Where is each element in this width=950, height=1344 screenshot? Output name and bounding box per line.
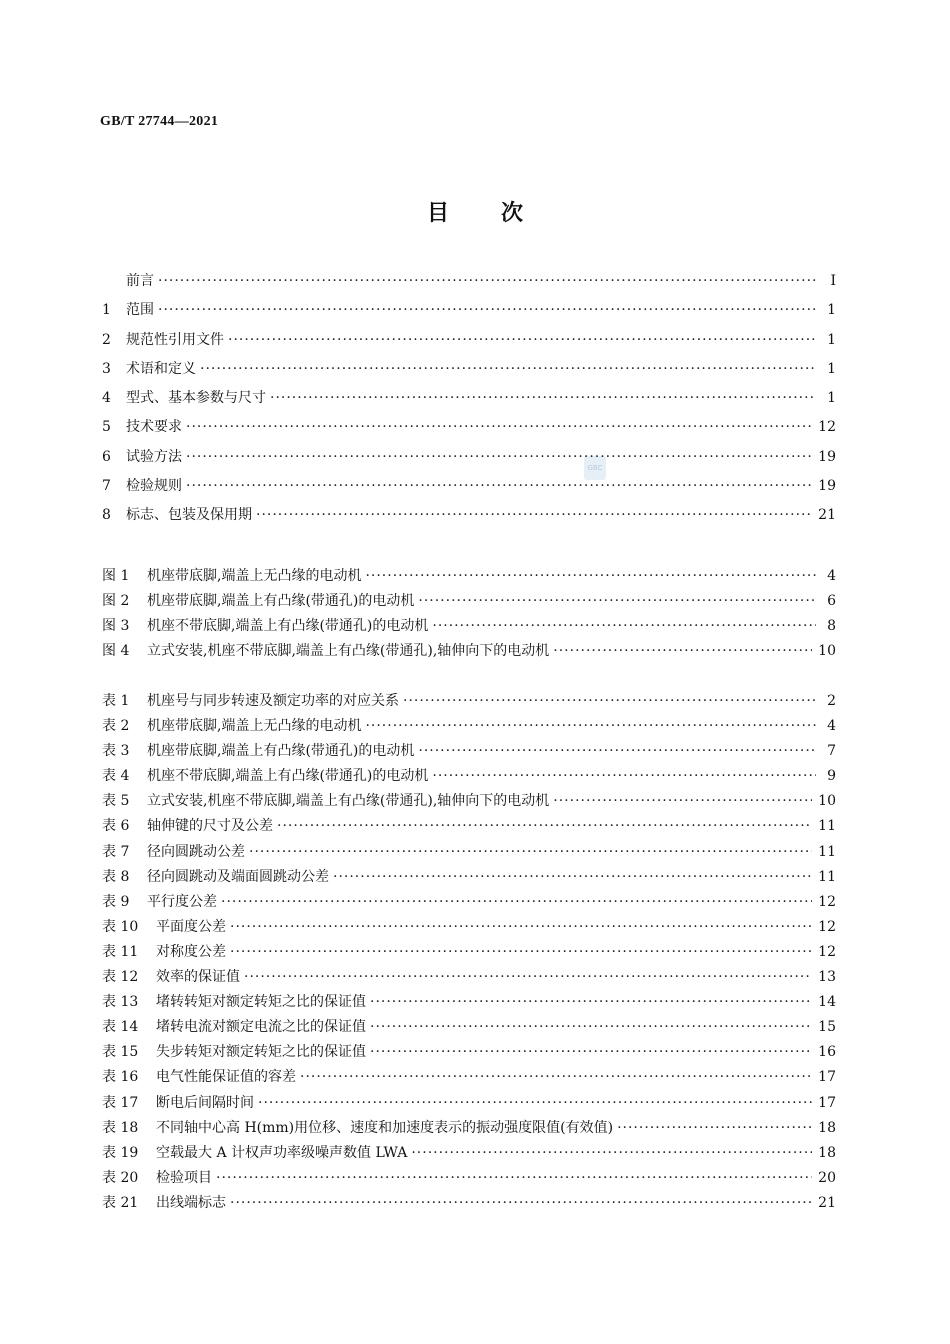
dot-leader [186, 449, 812, 465]
toc-tables [102, 690, 836, 1217]
entry-title: 机座带底脚,端盖上有凸缘(带通孔)的电动机 [147, 593, 415, 610]
dot-leader [370, 1019, 812, 1035]
entry-title: 检验项目 [156, 1169, 212, 1186]
dot-leader [277, 818, 812, 834]
entry-page-number: 18 [818, 1144, 836, 1161]
entry-page-number: 7 [827, 743, 836, 760]
entry-page-number: 15 [818, 1019, 836, 1036]
toc-figure-entry[interactable] [102, 565, 836, 590]
toc-table-entry[interactable] [102, 1041, 836, 1066]
toc-table-entry[interactable] [102, 1167, 836, 1192]
dot-leader [432, 618, 816, 634]
toc-table-entry[interactable] [102, 790, 836, 815]
entry-number: 表 8 [102, 868, 130, 885]
dot-leader [158, 302, 816, 318]
entry-title: 机座带底脚,端盖上无凸缘的电动机 [147, 568, 362, 584]
entry-title: 出线端标志 [156, 1194, 226, 1211]
dot-leader [617, 1120, 812, 1136]
entry-number: 图 4 [102, 643, 130, 660]
entry-page-number: 1 [827, 360, 836, 377]
toc-section-entry[interactable] [102, 387, 836, 416]
entry-number: 表 12 [102, 969, 139, 986]
entry-number: 表 20 [102, 1169, 139, 1186]
entry-title: 机座带底脚,端盖上无凸缘的电动机 [147, 718, 362, 735]
dot-leader [230, 1195, 812, 1211]
dot-leader [221, 894, 812, 910]
dot-leader [365, 718, 816, 734]
toc-table-entry[interactable] [102, 916, 836, 941]
toc-section-entry[interactable] [102, 446, 836, 475]
dot-leader [370, 1044, 812, 1060]
toc-table-entry[interactable] [102, 1066, 836, 1091]
toc-table-entry[interactable] [102, 1117, 836, 1142]
entry-page-number: 17 [818, 1069, 836, 1086]
dot-leader [432, 768, 816, 784]
entry-number: 表 13 [102, 994, 139, 1011]
dot-leader [270, 390, 816, 406]
dot-leader [333, 869, 812, 885]
entry-number: 表 19 [102, 1144, 139, 1161]
entry-number: 4 [102, 390, 111, 407]
entry-page-number: 21 [818, 1194, 836, 1211]
entry-page-number: 1 [827, 302, 836, 319]
entry-title: 机座不带底脚,端盖上有凸缘(带通孔)的电动机 [147, 618, 429, 635]
entry-page-number: 16 [818, 1044, 836, 1061]
entry-page-number: 10 [818, 793, 836, 810]
toc-table-entry[interactable] [102, 941, 836, 966]
entry-title: 失步转矩对额定转矩之比的保证值 [156, 1044, 366, 1061]
entry-number: 表 15 [102, 1044, 139, 1061]
entry-number: 8 [102, 507, 111, 524]
entry-title: 术语和定义 [126, 360, 196, 377]
dot-leader [553, 643, 812, 659]
dot-leader [186, 419, 812, 435]
toc-table-entry[interactable] [102, 690, 836, 715]
entry-number: 表 10 [102, 918, 139, 935]
dot-leader [244, 969, 812, 985]
entry-page-number: 12 [818, 893, 836, 910]
entry-number: 图 3 [102, 618, 130, 635]
entry-page-number: 10 [818, 643, 836, 660]
toc-table-entry[interactable] [102, 866, 836, 891]
entry-title: 轴伸键的尺寸及公差 [147, 818, 273, 835]
toc-table-entry[interactable] [102, 966, 836, 991]
entry-title: 不同轴中心高 H(mm)用位移、速度和加速度表示的振动强度限值(有效值) [156, 1119, 614, 1136]
entry-page-number: 4 [827, 718, 836, 735]
entry-page-number: 6 [827, 593, 836, 610]
entry-page-number: 17 [818, 1094, 836, 1111]
toc-section-entry[interactable] [102, 358, 836, 387]
watermark-logo: GBC [584, 456, 606, 480]
entry-page-number: 21 [818, 507, 836, 524]
dot-leader [403, 693, 816, 709]
entry-number: 表 11 [102, 943, 139, 960]
entry-title: 空载最大 A 计权声功率级噪声数值 LWA [156, 1144, 408, 1161]
entry-number: 表 4 [102, 768, 130, 785]
toc-section-entry[interactable] [102, 299, 836, 328]
dot-leader [365, 568, 816, 584]
entry-number: 7 [102, 478, 111, 495]
toc-table-entry[interactable] [102, 715, 836, 740]
toc-section-entry[interactable] [102, 504, 836, 533]
entry-page-number: 9 [827, 768, 836, 785]
toc-table-entry[interactable] [102, 841, 836, 866]
page-title: 目次 [426, 200, 575, 226]
entry-page-number: 19 [818, 448, 836, 465]
entry-page-number: 12 [818, 918, 836, 935]
dot-leader [249, 844, 812, 860]
entry-title: 型式、基本参数与尺寸 [126, 390, 266, 407]
toc-table-entry[interactable] [102, 815, 836, 840]
entry-title: 标志、包装及保用期 [126, 507, 252, 524]
entry-title: 立式安装,机座不带底脚,端盖上有凸缘(带通孔),轴伸向下的电动机 [147, 793, 550, 810]
toc-section-entry[interactable] [102, 270, 836, 299]
dot-leader [186, 478, 812, 494]
entry-page-number: 12 [818, 943, 836, 960]
toc-table-entry[interactable] [102, 765, 836, 790]
entry-page-number: 1 [827, 390, 836, 407]
entry-page-number: 4 [827, 568, 836, 584]
entry-title: 堵转电流对额定电流之比的保证值 [156, 1019, 366, 1036]
entry-title: 平行度公差 [147, 893, 217, 910]
standard-code: GB/T 27744—2021 [100, 114, 219, 129]
entry-number: 表 9 [102, 893, 130, 910]
entry-title: 径向圆跳动及端面圆跳动公差 [147, 868, 329, 885]
toc-section-entry[interactable] [102, 475, 836, 504]
entry-title: 技术要求 [126, 419, 182, 436]
dot-leader [258, 1095, 812, 1111]
entry-page-number: 2 [827, 693, 836, 709]
entry-number: 图 1 [102, 568, 130, 584]
toc-figure-entry[interactable] [102, 590, 836, 615]
entry-title: 径向圆跳动公差 [147, 843, 245, 860]
entry-page-number: 12 [818, 419, 836, 436]
entry-number: 1 [102, 302, 111, 319]
entry-number: 表 16 [102, 1069, 139, 1086]
entry-title: 断电后间隔时间 [156, 1094, 254, 1111]
entry-number: 3 [102, 360, 111, 377]
entry-title: 范围 [126, 302, 154, 319]
dot-leader [230, 919, 812, 935]
dot-leader [553, 793, 812, 809]
entry-number: 表 3 [102, 743, 130, 760]
entry-page-number: 11 [818, 818, 836, 835]
entry-title: 效率的保证值 [156, 969, 240, 986]
toc-table-entry[interactable] [102, 1092, 836, 1117]
entry-title: 规范性引用文件 [126, 331, 224, 348]
dot-leader [370, 994, 812, 1010]
entry-page-number: 11 [818, 868, 836, 885]
dot-leader [418, 593, 816, 609]
dot-leader [418, 743, 816, 759]
dot-leader [230, 944, 812, 960]
entry-title: 立式安装,机座不带底脚,端盖上有凸缘(带通孔),轴伸向下的电动机 [147, 643, 550, 660]
dot-leader [300, 1069, 812, 1085]
toc-table-entry[interactable] [102, 1016, 836, 1041]
entry-page-number: 11 [818, 843, 836, 860]
dot-leader [256, 507, 812, 523]
entry-title: 对称度公差 [156, 943, 226, 960]
entry-number: 表 18 [102, 1119, 139, 1136]
toc-table-entry[interactable] [102, 1142, 836, 1167]
entry-number: 表 21 [102, 1194, 139, 1211]
entry-number: 表 17 [102, 1094, 139, 1111]
entry-title: 检验规则 [126, 478, 182, 495]
dot-leader [158, 273, 816, 289]
entry-title: 机座不带底脚,端盖上有凸缘(带通孔)的电动机 [147, 768, 429, 785]
toc-section-entry[interactable] [102, 416, 836, 445]
entry-page-number: 19 [818, 478, 836, 495]
entry-page-number: 8 [827, 618, 836, 635]
toc-table-entry[interactable] [102, 991, 836, 1016]
entry-number: 图 2 [102, 593, 130, 610]
toc-figure-entry[interactable] [102, 615, 836, 640]
entry-title: 平面度公差 [156, 918, 226, 935]
entry-page-number: 20 [818, 1169, 836, 1186]
dot-leader [200, 361, 816, 377]
entry-title: 前言 [126, 273, 154, 289]
entry-number: 表 7 [102, 843, 130, 860]
toc-table-entry[interactable] [102, 1192, 836, 1217]
entry-page-number: 18 [818, 1119, 836, 1136]
entry-number: 表 2 [102, 718, 130, 735]
dot-leader [411, 1145, 812, 1161]
toc-table-entry[interactable] [102, 740, 836, 765]
entry-number: 6 [102, 448, 111, 465]
dot-leader [216, 1170, 812, 1186]
toc-figures [102, 565, 836, 665]
toc-section-entry[interactable] [102, 329, 836, 358]
entry-page-number: 14 [818, 994, 836, 1011]
entry-title: 机座号与同步转速及额定功率的对应关系 [147, 693, 399, 709]
entry-number: 表 1 [102, 693, 130, 709]
entry-title: 试验方法 [126, 448, 182, 465]
entry-number: 5 [102, 419, 111, 436]
entry-page-number: Ⅰ [830, 273, 836, 289]
dot-leader [228, 332, 816, 348]
entry-page-number: 13 [818, 969, 836, 986]
entry-number: 表 14 [102, 1019, 139, 1036]
entry-number: 表 5 [102, 793, 130, 810]
entry-number: 表 6 [102, 818, 130, 835]
entry-title: 堵转转矩对额定转矩之比的保证值 [156, 994, 366, 1011]
entry-page-number: 1 [827, 331, 836, 348]
entry-number: 2 [102, 331, 111, 348]
toc-sections [102, 270, 836, 534]
toc-table-entry[interactable] [102, 891, 836, 916]
entry-title: 机座带底脚,端盖上有凸缘(带通孔)的电动机 [147, 743, 415, 760]
entry-title: 电气性能保证值的容差 [156, 1069, 296, 1086]
toc-figure-entry[interactable] [102, 640, 836, 665]
